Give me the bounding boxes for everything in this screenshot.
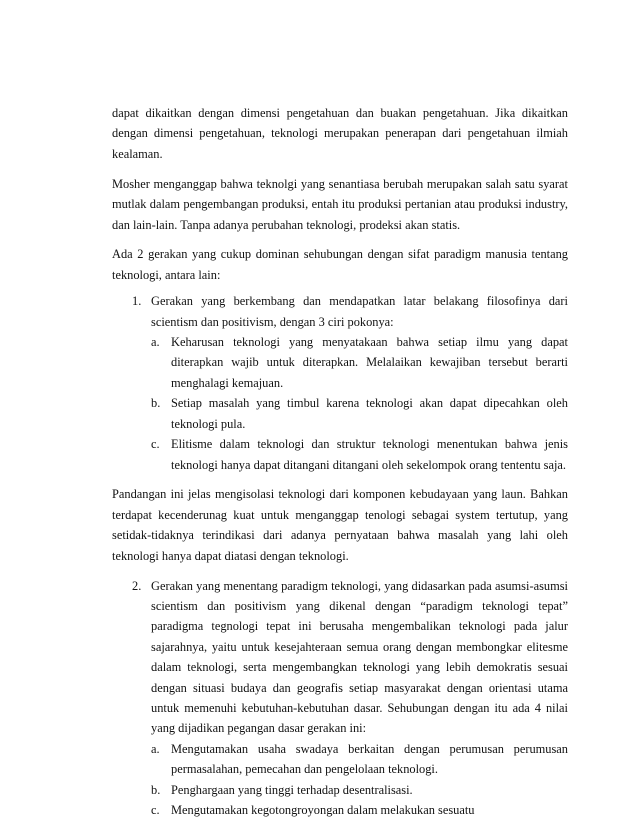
list-item-1 xyxy=(112,291,568,475)
sub-list-text: Penghargaan yang tinggi terhadap desentralisasi. xyxy=(171,782,413,797)
paragraph-intro: dapat dikaitkan dengan dimensi pengetahuan dan buakan pengetahuan. Jika dikaitkan dengan dimensi pengetahuan, teknologi merupakan penerapan dari pengetahuan ilmiah kealaman. xyxy=(112,106,568,161)
sub-list-item xyxy=(151,800,568,820)
sub-list-text: Keharusan teknologi yang menyatakaan bahwa setiap ilmu yang dapat diterapkan wajib untuk diterapkan. Melalaikan kewajiban tersebut berarti menghalagi kemajuan. xyxy=(171,335,568,390)
list-item-text: Gerakan yang menentang paradigm teknologi, yang didasarkan pada asumsi-asumsi scientism dan positivism yang dikenal dengan “paradigm teknologi tepat” paradigma tegnologi tepat ini berusaha mengembalikan teknologi pada jalur sajarahnya, yaitu untuk kesejahteraan semua orang dengan membongkar elitesme dalam teknologi, serta mengembangkan teknologi yang lebih demokratis sesuai dengan situasi budaya dan geografis setiap masyarakat dengan orientasi utama untuk memenuhi kebutuhan-kebutuhan dasar. Sehubungan dengan itu ada 4 nilai yang dijadikan pegangan dasar gerakan ini: xyxy=(151,578,568,736)
sub-list-marker: b. xyxy=(151,396,161,411)
sub-list-marker: b. xyxy=(151,782,161,797)
sub-list-item xyxy=(151,434,568,475)
sub-list-marker: c. xyxy=(151,803,160,817)
sub-list-item xyxy=(151,332,568,393)
list-number: 2. xyxy=(132,578,142,593)
sub-list-text: Mengutamakan usaha swadaya berkaitan dengan perumusan perumusan permasalahan, pemecahan dan pengelolaan teknologi. xyxy=(171,741,568,777)
sub-list-marker: a. xyxy=(151,741,160,756)
sub-list-text: Mengutamakan kegotongroyongan dalam melakukan sesuatu xyxy=(171,803,475,817)
sub-list-2 xyxy=(151,739,568,821)
sub-list-1 xyxy=(151,332,568,475)
sub-list-text: Elitisme dalam teknologi dan struktur teknologi menentukan bahwa jenis teknologi hanya dapat ditangani ditangani oleh sekelompok orang tententu saja. xyxy=(171,437,568,472)
sub-list-text: Setiap masalah yang timbul karena teknologi akan dapat dipecahkan oleh teknologi pula. xyxy=(171,396,568,431)
ordered-list-2 xyxy=(112,576,568,821)
list-item-2 xyxy=(112,576,568,821)
paragraph-two-movements: Ada 2 gerakan yang cukup dominan sehubungan dengan sifat paradigm manusia tentang teknologi, antara lain: xyxy=(112,247,568,282)
sub-list-item xyxy=(151,780,568,800)
sub-list-marker: c. xyxy=(151,437,160,452)
sub-list-item xyxy=(151,393,568,434)
sub-list-marker: a. xyxy=(151,335,160,350)
list-item-text: Gerakan yang berkembang dan mendapatkan latar belakang filosofinya dari scientism dan positivism, dengan 3 ciri pokonya: xyxy=(151,294,568,329)
paragraph-isolation: Pandangan ini jelas mengisolasi teknologi dari komponen kebudayaan yang laun. Bahkan terdapat kecenderunag kuat untuk menganggap tenologi sebagai system tertutup, yang setidak-tidaknya terindikasi dari adanya pernyataan bahwa masalah yang lahi oleh teknologi hanya dapat diatasi dengan teknologi. xyxy=(112,487,568,563)
paragraph-mosher: Mosher menganggap bahwa teknolgi yang senantiasa berubah merupakan salah satu syarat mutlak dalam pengembangan produksi, entah itu produksi pertanian atau produksi industry, dan lain-lain. Tanpa adanya perubahan teknologi, prodeksi akan statis. xyxy=(112,176,568,232)
ordered-list-1 xyxy=(112,291,568,475)
sub-list-item xyxy=(151,739,568,780)
list-number: 1. xyxy=(132,294,142,309)
